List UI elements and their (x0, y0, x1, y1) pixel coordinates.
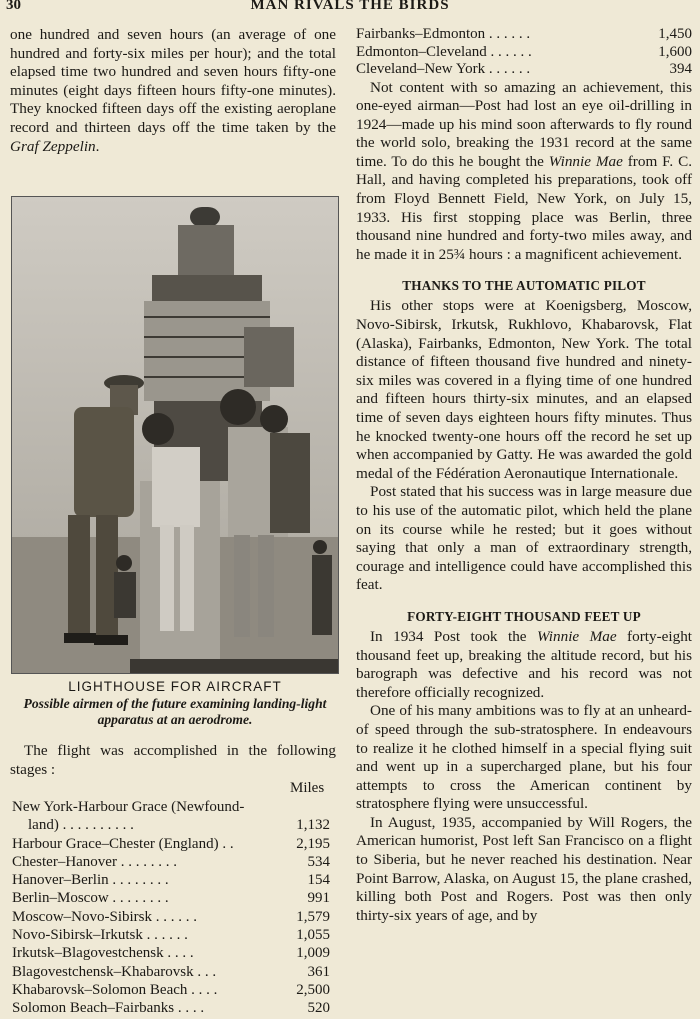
table-row: Moscow–Novo-Sibirsk . . . . . . 1,579 (12, 908, 330, 925)
table-row: Harbour Grace–Chester (England) . . 2,195 (12, 835, 330, 852)
table-row: land) . . . . . . . . . . 1,132 (28, 817, 330, 834)
photo-caption-title: LIGHTHOUSE FOR AIRCRAFT (68, 679, 282, 694)
stages-table-continued (356, 26, 692, 79)
paragraph-4: Post stated that his success was in large measure due to his use of the automatic pilot, which held the plane on its course while he rested; but it goes without saying that only a man of extraordinary strength, courage and intelligence could have accomplished this feat. (356, 483, 692, 594)
left-column (10, 26, 336, 156)
paragraph-1: one hundred and seven hours (an average of one hundred and forty-six miles per hour); and the total elapsed time two hundred and seven hours fifty-one minutes (eight days fifteen hours fifty-one minutes). They knocked fifteen days off the existing aeroplane record and thirteen days off the time taken by the Graf Zeppelin. (10, 26, 336, 155)
table-row: Chester–Hanover . . . . . . . . 534 (12, 853, 330, 870)
paragraph-6: One of his many ambitions was to fly at an unheard-of speed through the sub-stratosphere. In endeavours to realize it he clothed himself in a special flying suit and went up in a supercharged plane, but his four attempts to cross the American continent by stratosphere flying were unsuccessful. (356, 702, 692, 813)
section-heading-automatic-pilot: THANKS TO THE AUTOMATIC PILOT (402, 278, 646, 294)
table-row: Irkutsk–Blagovestchensk . . . . 1,009 (12, 945, 330, 962)
lighthouse-photo (11, 196, 339, 674)
table-row: Hanover–Berlin . . . . . . . . 154 (12, 872, 330, 889)
stages-table (12, 798, 330, 1018)
paragraph-7: In August, 1935, accompanied by Will Rogers, the American humorist, Post left San Francisco on a flight to Siberia, but he never reached his destination. Near Point Barrow, Alaska, on August 15, the plane crashed, killing both Post and Rogers. Post was then only thirty-six years of age, and by (356, 813, 692, 924)
page-number: 30 (6, 0, 21, 13)
table-row: Edmonton–Cleveland . . . . . . 1,600 (356, 43, 692, 60)
stages-intro: The flight was accomplished in the following stages : (10, 742, 336, 778)
paragraph-5: In 1934 Post took the Winnie Mae forty-eight thousand feet up, breaking the altitude record, but his barograph was defective and his record was not therefore officially recognized. (356, 627, 693, 701)
miles-column-header: Miles (290, 780, 325, 796)
table-row: Fairbanks–Edmonton . . . . . . 1,450 (356, 26, 692, 42)
photo-caption: Possible airmen of the future examining landing-light apparatus at an aerodrome. (23, 696, 327, 727)
table-row: Blagovestchensk–Khabarovsk . . . 361 (12, 963, 330, 980)
table-row: Solomon Beach–Fairbanks . . . . 520 (12, 1000, 330, 1017)
table-row: Novo-Sibirsk–Irkutsk . . . . . . 1,055 (12, 927, 330, 944)
paragraph-2: Not content with so amazing an achievement, this one-eyed airman—Post had lost an eye oil-drilling in 1924—made up his mind soon afterwards to fly round the world solo, breaking the 1931 record at the same time. To do this he bought the Winnie Mae from F. C. Hall, and having completed his preparations, took off from Floyd Bennett Field, New York, on July 15, 1933. His first stopping place was Berlin, three thousand nine hundred and forty-two miles away, and he made it in 25¾ hours : a magnificent achievement. (356, 78, 692, 263)
table-row: Cleveland–New York . . . . . . 394 (356, 61, 692, 77)
section-heading-forty-eight-thousand: FORTY-EIGHT THOUSAND FEET UP (407, 608, 641, 624)
right-column (356, 26, 692, 925)
table-row: New York-Harbour Grace (Newfound- (12, 799, 245, 815)
table-row: Berlin–Moscow . . . . . . . . 991 (12, 890, 330, 907)
table-row: Khabarovsk–Solomon Beach . . . . 2,500 (12, 981, 330, 998)
running-head: MAN RIVALS THE BIRDS (250, 0, 450, 13)
paragraph-3: His other stops were at Koenigsberg, Moscow, Novo-Sibirsk, Irkutsk, Rukhlovo, Khabarovsk, Flat (Alaska), Fairbanks, Edmonton, New York. The total distance of fifteen thousand five hundred and ninety-six miles was covered in a flying time of one hundred and fifteen hours thirty-six minutes, and an elapsed time of seven days eighteen hours fifty minutes. Thus he knocked twenty-one hours off the record he set up when accompanied by Gatty. He was awarded the gold medal of the Fédération Aeronautique Internationale. (356, 297, 692, 482)
